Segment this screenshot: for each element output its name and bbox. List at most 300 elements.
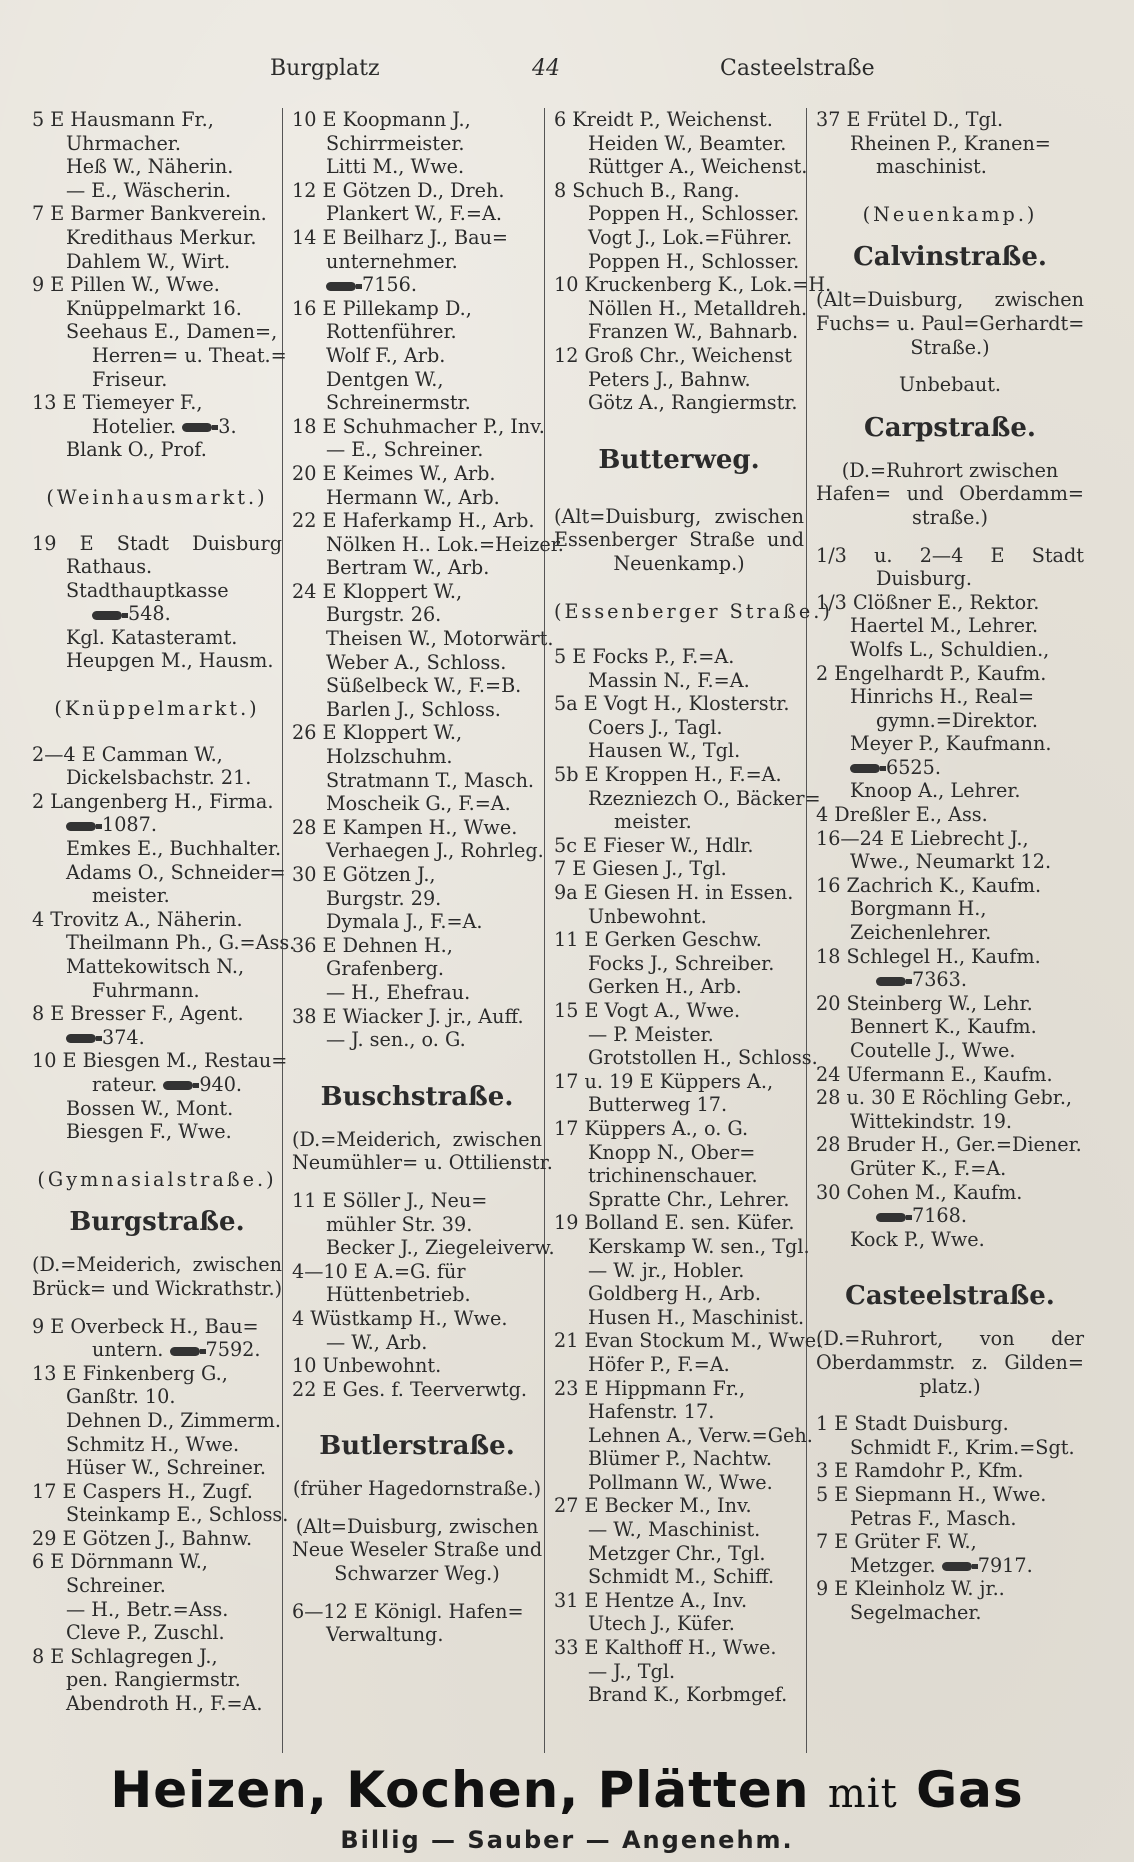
entry-text: Blank O., Prof. [66,438,207,462]
entry-text: Borgmann H., [850,897,987,921]
directory-entry [292,603,542,627]
directory-entry [816,544,1084,568]
street-heading [292,1429,542,1463]
directory-entry [554,1234,810,1259]
entry-text: 17 E Caspers H., Zugf. [32,1479,253,1503]
telephone-icon [170,1347,200,1356]
directory-entry [816,1601,1084,1625]
spacer [816,530,1084,544]
directory-entry [554,645,804,669]
directory-entry [816,732,1084,756]
directory-entry [816,779,1084,803]
phone-number: 7363. [912,968,967,992]
directory-entry [32,1277,282,1301]
entry-text: Rzezniezch O., Bäcker= [588,786,821,810]
entry-text: Schmitz H., Wwe. [66,1432,240,1456]
directory-entry [554,952,804,976]
directory-entry [554,344,804,368]
entry-text: 21 Evan Stockum M., Wwe. [554,1329,823,1353]
entry-text: 26 E Kloppert W., [292,721,463,745]
spacer [554,576,804,590]
entry-text: Litti M., Wwe. [326,155,465,179]
entry-text: Hüser W., Schreiner. [66,1456,267,1480]
entry-text: Metzger Chr., Tgl. [588,1541,766,1565]
entry-text: — H., Ehefrau. [326,980,471,1004]
entry-text: Knopp N., Ober= [588,1140,756,1164]
directory-entry [292,1283,542,1307]
directory-entry [292,839,542,863]
directory-entry [816,591,1084,615]
directory-entry [32,1668,282,1692]
phone-number: 6525. [886,755,941,779]
entry-text: 15 E Vogt A., Wwe. [554,999,741,1022]
entry-text: Knoop A., Lehrer. [850,779,1021,803]
directory-entry [816,662,1084,686]
directory-entry [292,108,542,132]
directory-entry [32,931,296,955]
directory-entry [816,108,1084,132]
directory-entry [32,1049,288,1073]
directory-entry [554,739,804,763]
entry-text: Spratte Chr., Lehrer. [588,1187,790,1211]
directory-entry [292,1260,542,1284]
entry-text: 37 E Frütel D., Tgl. [816,108,1004,131]
entry-text: Verhaegen J., Rohrleg. [326,839,544,863]
entry-text: 6 E Dörnmann W., [32,1550,208,1574]
directory-entry [292,179,542,203]
spacer [816,1398,1084,1412]
directory-entry [32,438,282,462]
entry-text: Rheinen P., Kranen= [850,131,1051,155]
directory-entry [292,226,542,250]
entry-text: Wolf F., Arb. [326,343,446,367]
entry-text: 5 E Focks P., F.=A. [554,645,735,669]
directory-entry [32,415,282,439]
directory-entry [32,626,282,650]
entry-text: 13 E Tiemeyer F., [32,391,203,415]
entry-text: Moscheik G., F.=A. [326,792,511,816]
header-right: Casteelstraße [720,56,875,81]
directory-entry [554,1518,804,1542]
entry-text: 7 E Giesen J., Tgl. [554,857,727,881]
entry-text: Calvinstraße. [853,242,1047,273]
entry-text: 9a E Giesen H. in Essen. [554,881,794,905]
entry-text: Nölken H.. Lok.=Heizer. [326,532,564,556]
entry-text: Friseur. [92,367,168,391]
advertisement-banner [0,1760,1134,1860]
directory-entry [32,884,282,908]
directory-entry [554,226,804,250]
directory-entry [32,1645,282,1669]
entry-text: Plankert W., F.=A. [326,202,502,226]
entry-text: Brück= und Wickrathstr.) [32,1276,283,1300]
directory-entry [292,273,542,297]
directory-entry [554,975,804,999]
directory-entry [554,1494,804,1518]
directory-entry [292,1378,542,1402]
entry-text: 9 E Pillen W., Wwe. [32,273,220,297]
directory-entry [32,555,282,579]
directory-entry [292,698,542,722]
entry-text: Burgstr. 26. [326,603,442,627]
directory-entry [32,1574,282,1598]
directory-entry [816,1577,1084,1601]
entry-text: — P. Meister. [588,1022,714,1046]
directory-entry [554,857,804,881]
directory-entry [32,1433,282,1457]
directory-entry [32,1362,282,1386]
entry-text: Schirrmeister. [326,131,465,155]
entry-text: gymn.=Direktor. [876,708,1038,732]
directory-entry [816,968,1084,992]
phone-number: 1087. [102,813,157,837]
directory-entry [292,202,542,226]
directory-entry [554,881,804,905]
entry-text: Segelmacher. [850,1600,982,1624]
column-divider [806,108,807,1753]
directory-entry [292,863,542,887]
directory-entry [816,288,1084,312]
directory-entry [816,373,1084,397]
entry-text: 6—12 E Königl. Hafen= [292,1599,524,1623]
spacer [554,415,804,429]
entry-text: Hafen= und Oberdamm= [816,482,1084,506]
directory-entry [816,482,1084,506]
directory-entry [292,910,542,934]
directory-entry [816,1110,1084,1134]
directory-entry [554,552,804,576]
directory-entry [32,649,282,673]
entry-text: 19 E Stadt Duisburg [32,531,282,555]
spacer [292,1586,542,1600]
phone-number: 7917. [977,1553,1033,1577]
directory-entry [292,1331,542,1355]
entry-text: (D.=Ruhrort, von der [816,1327,1084,1351]
entry-text: 11 E Söller J., Neu= [292,1188,488,1212]
entry-text: Schwarzer Weg.) [334,1562,500,1586]
entry-text: Heiden W., Beamter. [588,131,787,155]
directory-entry [554,1447,804,1471]
entry-text: 33 E Kalthoff H., Wwe. [554,1636,777,1660]
directory-entry [554,1329,823,1353]
banner-gas-text: Gas [916,1761,1024,1819]
directory-entry [292,651,542,675]
phone-number: 7168. [912,1204,967,1228]
entry-text: 11 E Gerken Geschw. [554,928,762,952]
directory-entry [32,1338,282,1362]
spacer [816,359,1084,373]
directory-entry [292,1236,555,1260]
directory-entry [32,179,282,203]
telephone-icon [876,977,906,986]
entry-text: 24 Ufermann E., Kaufm. [816,1062,1053,1086]
directory-entry [32,908,282,932]
entry-text: 3 E Ramdohr P., Kfm. [816,1459,1024,1483]
directory-entry [32,790,282,814]
entry-text: Lehnen A., Verw.=Geh. [588,1423,813,1447]
entry-text: 8 E Schlagregen J., [32,1644,218,1668]
entry-text: Massin N., F.=A. [588,668,750,692]
directory-entry [292,1213,542,1237]
entry-text: 10 E Koopmann J., [292,108,471,131]
spacer [32,518,282,532]
entry-text: Burgstraße. [69,1207,245,1238]
directory-entry [32,1456,282,1480]
entry-text: Hermann W., Arb. [326,485,500,509]
directory-entry [292,957,542,981]
directory-entry [32,1253,282,1277]
entry-text: Peters J., Bahnw. [588,367,751,391]
entry-text: Dehnen D., Zimmerm. [66,1408,281,1432]
spacer [554,491,804,505]
street-heading [816,1279,1084,1313]
entry-text: 10 E Biesgen M., Restau= [32,1049,288,1073]
entry-text: Neuenkamp.) [613,551,745,575]
directory-entry [554,1164,804,1188]
entry-text: Hausen W., Tgl. [588,739,741,763]
entry-text: 30 E Götzen J., [292,863,436,886]
directory-entry [32,602,282,626]
spacer [292,1501,542,1515]
entry-text: 9 E Kleinholz W. jr.. [816,1577,1005,1601]
directory-entry [816,1483,1084,1507]
directory-entry [554,1683,804,1707]
directory-entry [816,827,1084,851]
directory-entry [32,743,282,767]
directory-entry [32,813,282,837]
directory-entry [292,438,542,462]
subsection-heading [32,697,282,721]
directory-entry [816,1412,1084,1436]
directory-entry [32,1385,282,1409]
entry-text: 4 Trovitz A., Näherin. [32,907,243,931]
phone-number: 3. [218,414,237,438]
directory-entry [554,1636,804,1660]
directory-entry [816,945,1084,969]
entry-text: Dickelsbachstr. 21. [66,766,252,790]
entry-text: (Neuenkamp.) [862,202,1038,226]
entry-text: (Gymnasialstraße.) [37,1167,277,1191]
directory-entry [816,312,1084,336]
entry-text: Hinrichs H., Real= [850,685,1035,709]
directory-entry [292,1477,542,1501]
directory-entry [816,155,1084,179]
directory-entry [32,368,282,392]
entry-text: Butterweg 17. [588,1093,728,1117]
entry-text: 7 E Grüter F. W., [816,1530,977,1554]
entry-text: Stratmann T., Masch. [326,768,535,792]
entry-text: 38 E Wiacker J. jr., Auff. [292,1004,524,1028]
spacer [32,729,282,743]
entry-text: 8 Schuch B., Rang. [554,178,740,202]
entry-text: Adams O., Schneider= [66,860,286,884]
directory-entry [292,887,542,911]
entry-text: 24 E Kloppert W., [292,579,463,603]
directory-entry [816,1530,1084,1554]
telephone-icon [66,822,96,831]
directory-entry [816,1157,1084,1181]
directory-entry [816,336,1084,360]
entry-text: Goldberg H., Arb. [588,1282,761,1306]
directory-entry [32,1026,282,1050]
entry-text: Butlerstraße. [319,1431,515,1462]
entry-text: (D.=Meiderich, zwischen [292,1127,542,1151]
entry-text: Süßelbeck W., F.=B. [326,674,522,698]
directory-entry [292,580,542,604]
spacer [816,1251,1084,1265]
directory-entry [292,155,542,179]
directory-entry [32,1480,282,1504]
entry-text: mühler Str. 39. [326,1212,473,1236]
directory-entry [292,816,542,840]
directory-entry [32,155,282,179]
entry-text: Heupgen M., Hausm. [66,649,274,673]
entry-text: Straße.) [910,335,990,359]
directory-entry [816,1327,1084,1351]
directory-entry [816,709,1084,733]
entry-text: Biesgen F., Wwe. [66,1120,232,1144]
directory-entry [32,579,282,603]
directory-entry [554,202,804,226]
entry-text: 2—4 E Camman W., [32,742,223,766]
entry-text: (Weinhausmarkt.) [46,485,268,509]
entry-text: 22 E Ges. f. Teerverwtg. [292,1377,528,1401]
entry-text: — H., Betr.=Ass. [66,1597,229,1621]
entry-text: — W., Maschinist. [588,1518,761,1542]
entry-text: Cleve P., Zuschl. [66,1621,225,1645]
entry-text: Wittekindstr. 19. [850,1109,1013,1133]
directory-entry [816,850,1084,874]
directory-entry [292,344,542,368]
entry-text: Holzschuhm. [326,745,453,769]
directory-entry [554,1353,804,1377]
entry-text: — W., Arb. [326,1330,428,1354]
entry-text: Dahlem W., Wirt. [66,249,231,273]
directory-entry [292,1600,542,1624]
entry-text: 12 Groß Chr., Weichenst [554,343,792,367]
entry-text: Bennert K., Kaufm. [850,1015,1037,1039]
entry-text: 28 u. 30 E Röchling Gebr., [816,1086,1073,1110]
entry-text: Höfer P., F.=A. [588,1352,730,1376]
directory-entry [816,874,1084,898]
directory-entry [816,1228,1084,1252]
directory-entry [554,905,804,929]
directory-entry [292,792,542,816]
entry-text: Becker J., Ziegeleiverw. [326,1236,555,1260]
entry-text: Verwaltung. [326,1623,444,1647]
directory-entry [32,1120,282,1144]
entry-text: Kredithaus Merkur. [66,225,257,249]
entry-text: Wolfs L., Schuldien., [850,637,1050,661]
directory-entry [554,108,804,132]
directory-entry [816,921,1084,945]
directory-entry [292,1151,553,1175]
entry-text: Emkes E., Buchhalter. [66,837,282,861]
directory-entry [554,1188,804,1212]
phone-number: 548. [128,602,171,626]
directory-entry [292,1562,542,1586]
running-header [0,56,1134,96]
directory-entry [292,745,542,769]
directory-entry [32,1621,282,1645]
entry-text: 1 E Stadt Duisburg. [816,1412,1009,1436]
directory-entry [816,1351,1084,1375]
directory-entry [816,1181,1084,1205]
entry-text: Bossen W., Mont. [66,1096,234,1120]
spacer [32,673,282,687]
directory-entry [554,692,804,716]
entry-text: 4—10 E A.=G. für [292,1259,466,1283]
entry-text: meister. [92,884,170,908]
directory-entry [32,250,282,274]
entry-text: Dentgen W., [326,367,444,391]
directory-entry [32,1002,282,1026]
directory-entry [554,505,804,529]
directory-entry [292,1005,542,1029]
column-3 [554,108,833,1758]
entry-text: Zeichenlehrer. [850,921,992,945]
directory-entry [816,1063,1084,1087]
entry-text: Blümer P., Nachtw. [588,1447,773,1471]
entry-text: 22 E Haferkamp H., Arb. [292,509,535,533]
banner-main-text: Heizen, Kochen, Plätten [110,1761,810,1819]
phone-number: 7156. [362,273,417,297]
directory-entry [32,1692,282,1716]
directory-entry [554,1660,804,1684]
directory-entry [554,1117,804,1141]
entry-text: 1/3 u. 2—4 E Stadt [816,543,1084,567]
directory-entry [554,1282,804,1306]
entry-text: Franzen W., Bahnarb. [588,320,799,344]
entry-text: 17 u. 19 E Küppers A., [554,1069,774,1093]
directory-entry [32,343,287,368]
directory-entry [554,928,804,952]
entry-text: Stadthauptkasse [66,578,229,602]
entry-text: platz.) [919,1374,981,1398]
directory-entry [816,1015,1084,1039]
entry-text: untern. [92,1338,164,1362]
directory-entry [554,810,804,834]
entry-text: 7 E Barmer Bankverein. [32,202,267,226]
entry-text: 6 Kreidt P., Weichenst. [554,108,773,131]
entry-text: Uhrmacher. [66,131,181,155]
entry-text: Focks J., Schreiber. [588,951,775,975]
entry-text: Meyer P., Kaufmann. [850,732,1052,756]
entry-text: Nöllen H., Metalldreh. [588,296,808,320]
entry-text: Butterweg. [598,444,760,475]
column-1 [32,108,296,1758]
entry-text: Grüter K., F.=A. [850,1156,1007,1180]
entry-text: Kock P., Wwe. [850,1227,985,1251]
entry-text: Neue Weseler Straße und [292,1538,543,1562]
entry-text: Schreinermstr. [326,391,471,415]
directory-entry [292,1307,542,1331]
entry-text: Theilmann Ph., G.=Ass. [66,931,296,955]
directory-entry [32,1073,282,1097]
entry-text: 27 E Becker M., Inv. [554,1494,752,1518]
directory-entry [292,320,542,344]
directory-entry [32,1527,282,1551]
entry-text: (Alt=Duisburg, zwischen [816,288,1084,312]
entry-text: 20 Steinberg W., Lehr. [816,991,1033,1015]
entry-text: unternehmer. [326,249,458,273]
phone-number: 7592. [205,1338,261,1362]
entry-text: 10 Unbewohnt. [292,1354,442,1378]
directory-entry [292,462,542,486]
directory-entry [292,674,542,698]
directory-entry [816,132,1084,156]
entry-text: (früher Hagedornstraße.) [292,1477,542,1501]
